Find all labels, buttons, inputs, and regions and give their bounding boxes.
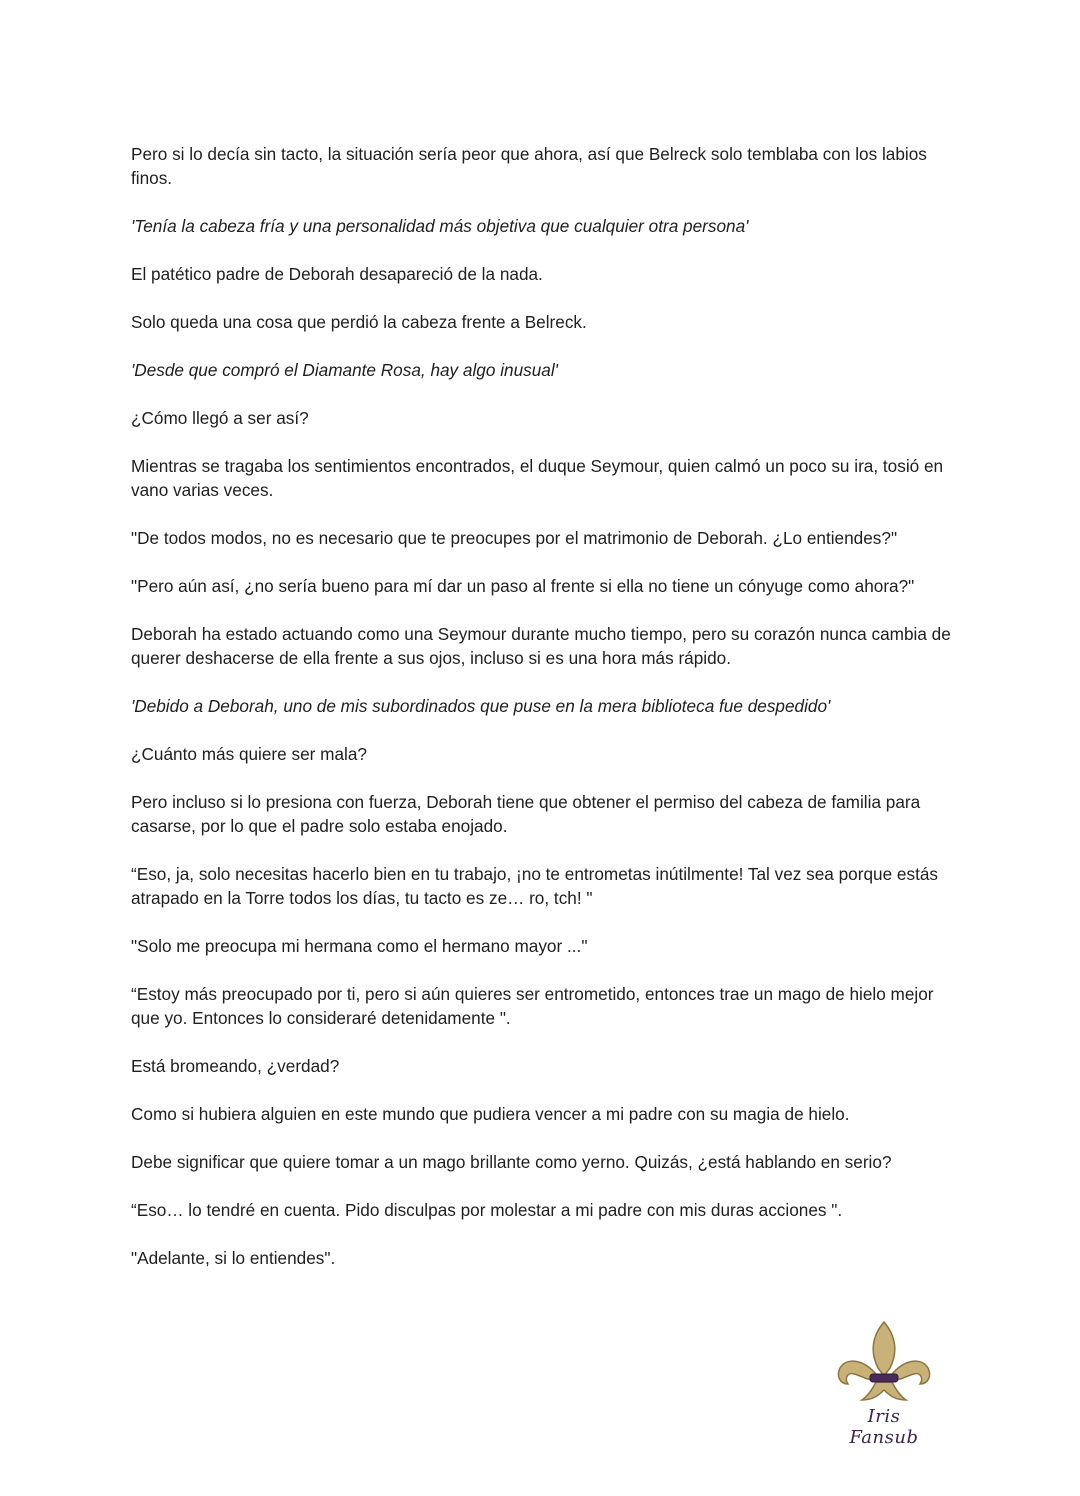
paragraph: Debe significar que quiere tomar a un mago brillante como yerno. Quizás, ¿está hablando en serio? [131,1152,892,1172]
paragraph: Deborah ha estado actuando como una Seymour durante mucho tiempo, pero su corazón nunca cambia de querer deshacerse de ella frente a sus ojos, incluso si es una hora más rápido. [131,624,951,668]
paragraph: Como si hubiera alguien en este mundo que pudiera vencer a mi padre con su magia de hielo. [131,1104,850,1124]
paragraph: “Eso… lo tendré en cuenta. Pido disculpas por molestar a mi padre con mis duras acciones ". [131,1200,843,1220]
paragraph: “Estoy más preocupado por ti, pero si aún quieres ser entrometido, entonces trae un mago de hielo mejor que yo. Entonces lo consideraré detenidamente ". [131,984,934,1028]
logo-text: Iris Fansub [849,1406,919,1448]
paragraph: 'Desde que compró el Diamante Rosa, hay algo inusual' [131,360,558,380]
paragraph: Mientras se tragaba los sentimientos encontrados, el duque Seymour, quien calmó un poco su ira, tosió en vano varias veces. [131,456,944,500]
paragraph: Pero si lo decía sin tacto, la situación sería peor que ahora, así que Belreck solo temblaba con los labios finos. [131,144,927,188]
paragraph: 'Tenía la cabeza fría y una personalidad más objetiva que cualquier otra persona' [131,216,749,236]
paragraph: Solo queda una cosa que perdió la cabeza frente a Belreck. [131,312,587,332]
document-body [131,142,951,1294]
paragraph: Está bromeando, ¿verdad? [131,1056,340,1076]
paragraph: 'Debido a Deborah, uno de mis subordinados que puse en la mera biblioteca fue despedido' [131,696,831,716]
paragraph: "Adelante, si lo entiendes". [131,1248,336,1268]
paragraph: "De todos modos, no es necesario que te preocupes por el matrimonio de Deborah. ¿Lo entiendes?" [131,528,898,548]
paragraph: El patético padre de Deborah desapareció de la nada. [131,264,543,284]
paragraph: “Eso, ja, solo necesitas hacerlo bien en tu trabajo, ¡no te entrometas inútilmente! Tal vez sea porque estás atrapado en la Torre todos los días, tu tacto es ze… ro, tch! " [131,864,938,908]
fleur-de-lis-icon [832,1318,936,1408]
paragraph: Pero incluso si lo presiona con fuerza, Deborah tiene que obtener el permiso del cabeza de familia para casarse, por lo que el padre solo estaba enojado. [131,792,921,836]
paragraph: ¿Cómo llegó a ser así? [131,408,309,428]
paragraph: "Solo me preocupa mi hermana como el hermano mayor ..." [131,936,588,956]
fansub-logo [832,1318,936,1448]
paragraph: ¿Cuánto más quiere ser mala? [131,744,367,764]
paragraph: "Pero aún así, ¿no sería bueno para mí dar un paso al frente si ella no tiene un cónyuge como ahora?" [131,576,915,596]
